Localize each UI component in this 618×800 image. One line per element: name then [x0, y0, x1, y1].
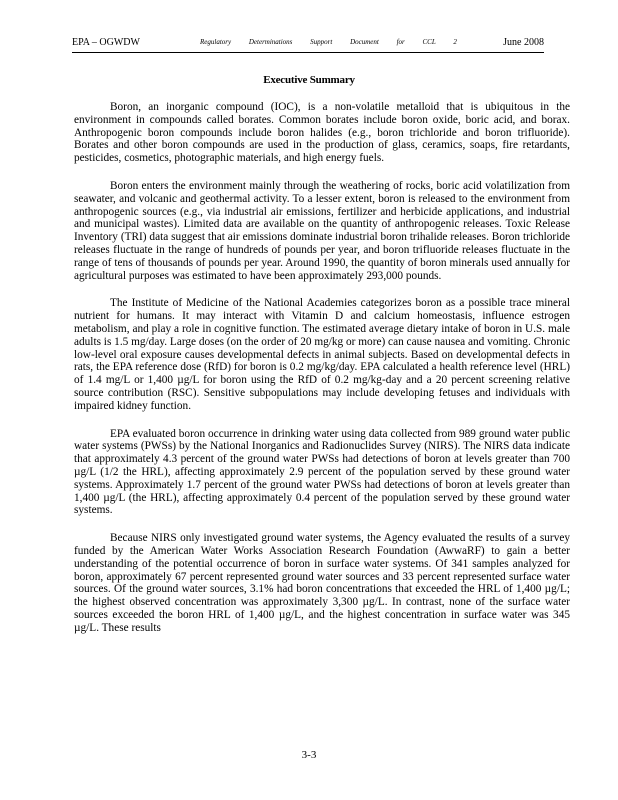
document-body: [74, 101, 570, 649]
paragraph-awwarf-survey: Because NIRS only investigated ground water systems, the Agency evaluated the results of a survey funded by the American Water Works Association Research Foundation (AwwaRF) to gain a better understanding of the potential occurrence of boron in surface water systems. Of 341 samples analyzed for boron, approximately 67 percent represented ground water sources and 33 percent represented surface water sources. Of the ground water sources, 3.1% had boron concentrations that exceeded the HRL of 1,400 µg/L; the highest observed concentration was approximately 3,300 µg/L. In contrast, none of the surface water sources exceeded the boron HRL of 1,400 µg/L, and the highest concentration in surface water was 345 µg/L. These results: [74, 532, 570, 634]
header-document-title: Regulatory Determinations Support Document for CCL 2: [200, 38, 457, 46]
paragraph-health-effects: The Institute of Medicine of the National Academies categorizes boron as a possible trace mineral nutrient for humans. It may interact with Vitamin D and calcium homeostasis, influence estrogen metabolism, and play a role in cognitive function. The estimated average dietary intake of boron in U.S. male adults is 1.5 mg/day. Large doses (on the order of 20 mg/kg or more) can cause nausea and vomiting. Chronic low-level oral exposure causes developmental defects in animal subjects. Based on developmental defects in rats, the EPA reference dose (RfD) for boron is 0.2 mg/kg/day. EPA calculated a health reference level (HRL) of 1.4 mg/L or 1,400 µg/L for boron using the RfD of 0.2 mg/kg-day and a 20 percent screening relative source contribution (RSC). Sensitive subpopulations may include developing fetuses and individuals with impaired kidney function.: [74, 297, 570, 412]
section-title: Executive Summary: [263, 74, 355, 86]
paragraph-nirs-occurrence: EPA evaluated boron occurrence in drinking water using data collected from 989 ground water public water systems (PWSs) by the National Inorganics and Radionuclides Survey (NIRS). The NIRS data indicate that approximately 4.3 percent of the ground water PWSs had detections of boron at levels greater than 700 µg/L (1/2 the HRL), affecting approximately 2.9 percent of the population served by these ground water systems. Approximately 1.7 percent of the ground water PWSs had detections of boron at levels greater than 1,400 µg/L (the HRL), affecting approximately 0.4 percent of the population served by these ground water systems.: [74, 427, 570, 517]
header-date: June 2008: [503, 37, 544, 48]
page-number: 3-3: [301, 749, 317, 761]
paragraph-environmental-release: Boron enters the environment mainly through the weathering of rocks, boric acid volatilization from seawater, and volcanic and geothermal activity. To a lesser extent, boron is released to the environment from anthropogenic sources (e.g., via industrial air emissions, fertilizer and herbicide applications, and industrial and municipal wastes). Limited data are available on the quantity of anthropogenic releases. Toxic Release Inventory (TRI) data suggest that air emissions dominate industrial boron trihalide releases. Boron trichloride releases fluctuate in the range of hundreds of pounds per year, and boron trifluoride releases fluctuate in the range of tens of thousands of pounds per year. Around 1990, the quantity of boron minerals used annually for agricultural purposes was estimated to have been approximately 293,000 pounds.: [74, 179, 570, 282]
page-header: [72, 36, 544, 53]
header-agency: EPA – OGWDW: [72, 37, 140, 48]
paragraph-boron-overview: Boron, an inorganic compound (IOC), is a non-volatile metalloid that is ubiquitous in the environment in compounds called borates. Common borates include boron oxide, boric acid, and borax. Anthropogenic boron compounds include boron halides (e.g., boron trichloride and boron trifluoride). Borates and other boron compounds are used in the production of glass, ceramics, soaps, fire retardants, pesticides, cosmetics, photographic materials, and high energy fuels.: [74, 101, 570, 165]
